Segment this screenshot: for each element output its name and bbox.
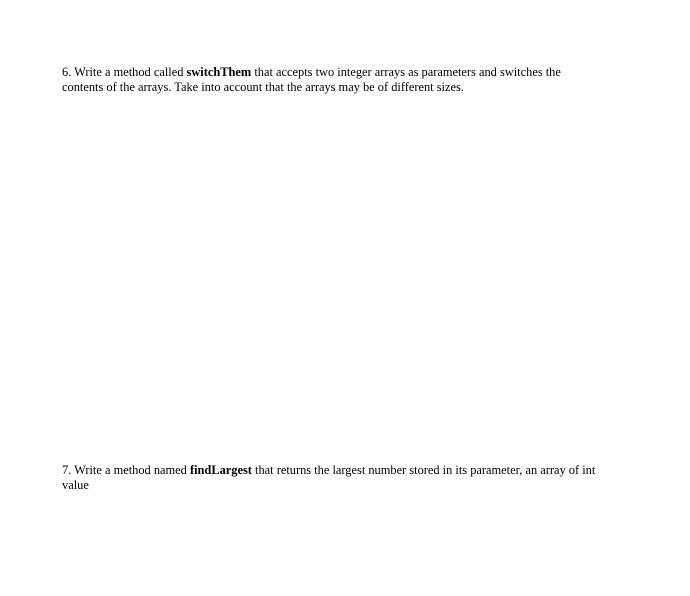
question-6-text-start: 6. Write a method called xyxy=(62,65,187,79)
question-7-text-end: that returns the largest number stored in its parameter, an array of int xyxy=(251,463,596,477)
question-6-line-1 xyxy=(62,65,652,80)
question-7-text-start: 7. Write a method named xyxy=(62,463,190,477)
question-7-method-name: findLargest xyxy=(189,463,252,477)
question-7-line-2: value xyxy=(62,478,89,492)
question-6 xyxy=(62,65,652,95)
question-6-text-end: that accepts two integer arrays as parameters and switches the xyxy=(251,65,561,79)
question-6-line-2: contents of the arrays. Take into account that the arrays may be of different sizes. xyxy=(62,80,464,94)
question-7-line-1 xyxy=(62,463,652,478)
question-6-method-name: switchThem xyxy=(186,65,252,79)
question-7 xyxy=(62,463,652,493)
